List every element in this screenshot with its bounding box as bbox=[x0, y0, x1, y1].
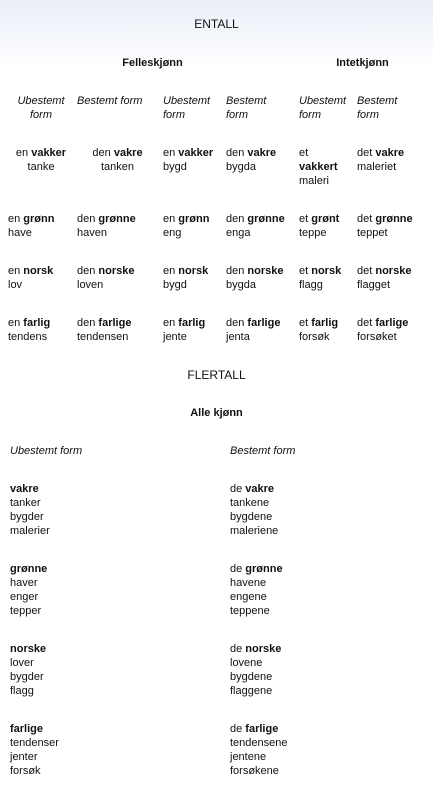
article: det bbox=[357, 213, 376, 225]
adjective: grønne bbox=[10, 563, 48, 575]
noun: tanken bbox=[100, 161, 135, 173]
adjective: vakkert bbox=[299, 161, 338, 173]
noun: jenta bbox=[226, 331, 250, 343]
noun: enger bbox=[10, 591, 39, 603]
noun: tendens bbox=[8, 331, 48, 343]
table-cell bbox=[299, 212, 354, 240]
adjective: norske bbox=[245, 643, 282, 655]
noun: bygder bbox=[10, 671, 44, 683]
noun: jenter bbox=[10, 751, 38, 763]
article: den bbox=[226, 213, 248, 225]
noun: tendensen bbox=[77, 331, 129, 343]
adjective: grønn bbox=[23, 213, 55, 225]
noun: bygdene bbox=[230, 511, 273, 523]
table-cell bbox=[80, 146, 155, 174]
adjective: vakre bbox=[245, 483, 275, 495]
plural-indefinite-group bbox=[10, 642, 46, 698]
adjective: farlig bbox=[178, 317, 206, 329]
singular-col-header bbox=[357, 94, 427, 122]
table-cell bbox=[226, 264, 296, 292]
header-line: Bestemt bbox=[357, 95, 398, 107]
adjective: farlig bbox=[311, 317, 339, 329]
article: den bbox=[226, 147, 248, 159]
table-cell bbox=[77, 212, 159, 240]
noun: forsøkene bbox=[230, 765, 279, 777]
article: de bbox=[230, 643, 246, 655]
article: en bbox=[15, 147, 32, 159]
noun: jente bbox=[163, 331, 187, 343]
header-line: form bbox=[357, 109, 379, 121]
noun: enga bbox=[226, 227, 251, 239]
table-cell bbox=[299, 264, 354, 292]
table-cell bbox=[77, 316, 159, 344]
header-line: Bestemt form bbox=[77, 95, 143, 107]
table-cell bbox=[163, 264, 223, 292]
article: det bbox=[357, 317, 376, 329]
noun: teppet bbox=[357, 227, 388, 239]
cell-line bbox=[226, 212, 296, 226]
adjective: vakre bbox=[375, 147, 405, 159]
noun: jentene bbox=[230, 751, 267, 763]
singular-title: ENTALL bbox=[194, 17, 239, 31]
table-cell bbox=[357, 146, 427, 174]
adjective: vakre bbox=[10, 483, 39, 495]
adjective: norske bbox=[247, 265, 284, 277]
article: et bbox=[299, 317, 312, 329]
adjective: vakre bbox=[247, 147, 277, 159]
adjective: norsk bbox=[311, 265, 342, 277]
adjective: norske bbox=[10, 643, 47, 655]
article: de bbox=[230, 563, 246, 575]
table-cell bbox=[8, 264, 74, 292]
cell-line bbox=[163, 316, 223, 330]
adjective: grønne bbox=[247, 213, 285, 225]
adjective: farlige bbox=[10, 723, 44, 735]
cell-line bbox=[357, 264, 427, 278]
cell-line bbox=[226, 264, 296, 278]
article: den bbox=[77, 317, 99, 329]
noun: maleriet bbox=[357, 161, 397, 173]
header-line: Ubestemt bbox=[163, 95, 211, 107]
article: det bbox=[357, 265, 376, 277]
cell-line bbox=[163, 212, 223, 226]
noun: flagg bbox=[10, 685, 34, 697]
plural-definite-group bbox=[230, 562, 283, 618]
article: en bbox=[163, 147, 179, 159]
group-common-gender: Felleskjønn bbox=[122, 57, 183, 69]
plural-header-definite: Bestemt form bbox=[230, 445, 296, 457]
noun: haver bbox=[10, 577, 38, 589]
cell-line bbox=[8, 316, 74, 330]
table-cell bbox=[357, 316, 427, 344]
article: den bbox=[77, 265, 99, 277]
cell-line bbox=[357, 212, 427, 226]
article: den bbox=[92, 147, 114, 159]
noun: forsøk bbox=[299, 331, 330, 343]
noun: tankene bbox=[230, 497, 270, 509]
noun: flagg bbox=[299, 279, 323, 291]
noun: lovene bbox=[230, 657, 263, 669]
plural-indefinite-group bbox=[10, 482, 50, 538]
adjective: farlige bbox=[375, 317, 409, 329]
article: en bbox=[163, 317, 179, 329]
header-line: form bbox=[30, 109, 52, 121]
plural-indefinite-group bbox=[10, 722, 59, 778]
adjective: grønne bbox=[98, 213, 136, 225]
adjective: norsk bbox=[23, 265, 54, 277]
article: den bbox=[77, 213, 99, 225]
header-line: form bbox=[299, 109, 321, 121]
table-cell bbox=[357, 264, 427, 292]
noun: lov bbox=[8, 279, 23, 291]
noun: tepper bbox=[10, 605, 42, 617]
noun: bygdene bbox=[230, 671, 273, 683]
table-cell bbox=[6, 146, 76, 174]
adjective: norske bbox=[375, 265, 412, 277]
adjective: norske bbox=[98, 265, 135, 277]
noun: bygda bbox=[226, 161, 256, 173]
noun: have bbox=[8, 227, 32, 239]
noun: havene bbox=[230, 577, 267, 589]
header-line: Ubestemt bbox=[299, 95, 347, 107]
adjective: farlige bbox=[247, 317, 281, 329]
singular-col-header bbox=[226, 94, 296, 122]
plural-definite-group bbox=[230, 482, 278, 538]
adjective: grønne bbox=[375, 213, 413, 225]
noun: bygder bbox=[10, 511, 44, 523]
adjective: grønt bbox=[311, 213, 340, 225]
article: det bbox=[357, 147, 376, 159]
noun: flagget bbox=[357, 279, 391, 291]
group-neuter-gender: Intetkjønn bbox=[336, 57, 389, 69]
article: en bbox=[163, 213, 179, 225]
adjective: farlige bbox=[245, 723, 279, 735]
header-line: Ubestemt bbox=[17, 95, 65, 107]
adjective: vakker bbox=[178, 147, 214, 159]
noun: teppe bbox=[299, 227, 327, 239]
article: et bbox=[299, 265, 312, 277]
adjective: vakker bbox=[31, 147, 67, 159]
cell-line bbox=[77, 212, 159, 226]
noun: flaggene bbox=[230, 685, 273, 697]
article: den bbox=[226, 265, 248, 277]
plural-indefinite-group bbox=[10, 562, 47, 618]
noun: engene bbox=[230, 591, 267, 603]
noun: tanker bbox=[10, 497, 41, 509]
cell-line bbox=[226, 146, 296, 160]
noun: forsøk bbox=[10, 765, 41, 777]
noun: haven bbox=[77, 227, 107, 239]
singular-col-header bbox=[6, 94, 76, 122]
definite-phrase bbox=[230, 562, 283, 576]
table-cell bbox=[163, 316, 223, 344]
noun: tendenser bbox=[10, 737, 59, 749]
adjective: farlig bbox=[23, 317, 51, 329]
noun: eng bbox=[163, 227, 182, 239]
cell-line bbox=[299, 146, 354, 160]
cell-line bbox=[8, 212, 74, 226]
cell-line bbox=[299, 212, 354, 226]
singular-col-header bbox=[163, 94, 223, 122]
adjective: norsk bbox=[178, 265, 209, 277]
plural-definite-group bbox=[230, 642, 281, 698]
table-cell bbox=[299, 316, 354, 344]
cell-line bbox=[357, 146, 427, 160]
noun: bygda bbox=[226, 279, 256, 291]
singular-col-header bbox=[299, 94, 354, 122]
definite-phrase bbox=[230, 642, 281, 656]
adjective: vakre bbox=[113, 147, 143, 159]
cell-line bbox=[357, 316, 427, 330]
adjective: grønne bbox=[245, 563, 283, 575]
table-cell bbox=[8, 212, 74, 240]
noun: maleriene bbox=[230, 525, 279, 537]
header-line: form bbox=[163, 109, 185, 121]
noun: bygd bbox=[163, 279, 187, 291]
article: de bbox=[230, 483, 246, 495]
article: en bbox=[8, 213, 24, 225]
cell-line bbox=[299, 316, 354, 330]
table-cell bbox=[163, 146, 223, 174]
table-cell bbox=[77, 264, 159, 292]
cell-line bbox=[226, 316, 296, 330]
adjective: farlige bbox=[98, 317, 132, 329]
header-line: form bbox=[226, 109, 248, 121]
plural-header-indefinite: Ubestemt form bbox=[10, 445, 83, 457]
plural-title: FLERTALL bbox=[187, 368, 246, 382]
plural-definite-group bbox=[230, 722, 288, 778]
table-cell bbox=[163, 212, 223, 240]
header-line: Bestemt bbox=[226, 95, 267, 107]
cell-line bbox=[8, 264, 74, 278]
adjective: grønn bbox=[178, 213, 210, 225]
group-all-genders: Alle kjønn bbox=[190, 407, 243, 419]
cell-line bbox=[163, 264, 223, 278]
table-cell bbox=[226, 316, 296, 344]
article: en bbox=[8, 265, 24, 277]
table-cell bbox=[226, 146, 296, 174]
noun: forsøket bbox=[357, 331, 397, 343]
article: et bbox=[299, 213, 312, 225]
noun: malerier bbox=[10, 525, 50, 537]
noun: tanke bbox=[27, 161, 55, 173]
noun: maleri bbox=[299, 175, 329, 187]
definite-phrase bbox=[230, 482, 278, 496]
noun: bygd bbox=[163, 161, 187, 173]
table-cell bbox=[226, 212, 296, 240]
article: en bbox=[163, 265, 179, 277]
table-cell bbox=[357, 212, 427, 240]
article: de bbox=[230, 723, 246, 735]
singular-col-header bbox=[77, 94, 159, 108]
noun: teppene bbox=[230, 605, 270, 617]
cell-line bbox=[299, 264, 354, 278]
cell-line bbox=[77, 264, 159, 278]
article: et bbox=[299, 147, 309, 159]
definite-phrase bbox=[230, 722, 288, 736]
cell-line bbox=[80, 146, 155, 160]
table-cell bbox=[299, 146, 354, 188]
noun: tendensene bbox=[230, 737, 288, 749]
article: en bbox=[8, 317, 24, 329]
cell-line bbox=[77, 316, 159, 330]
cell-line bbox=[6, 146, 76, 160]
article: den bbox=[226, 317, 248, 329]
noun: lover bbox=[10, 657, 34, 669]
noun: loven bbox=[77, 279, 104, 291]
cell-line bbox=[163, 146, 223, 160]
table-cell bbox=[8, 316, 74, 344]
